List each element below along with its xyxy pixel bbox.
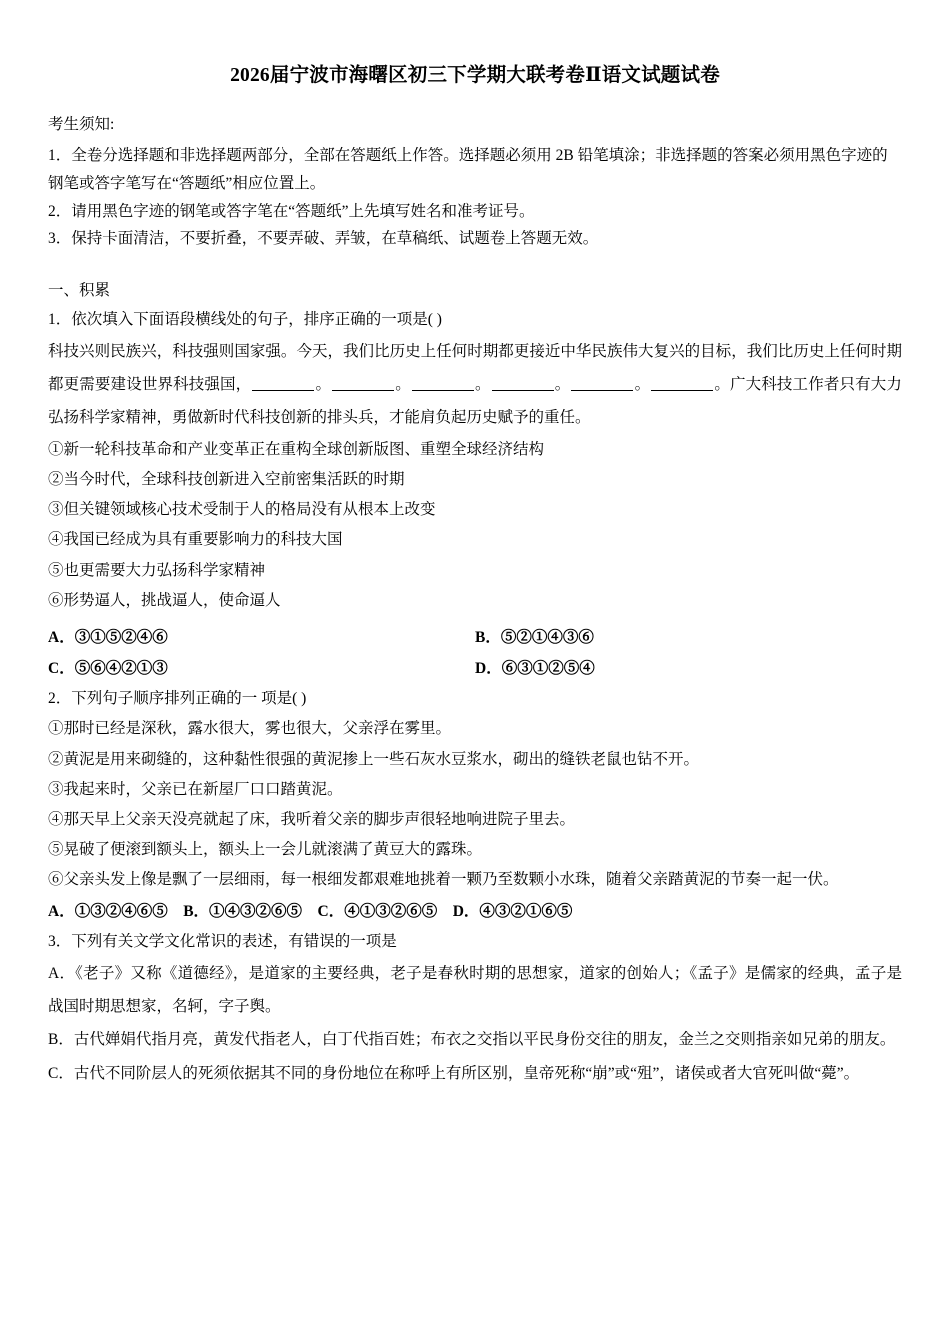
question-1-choice-b[interactable]: B．⑤②①④③⑥ bbox=[475, 629, 594, 647]
fill-blank bbox=[651, 390, 713, 391]
fill-blank bbox=[332, 390, 394, 391]
question-2-item-1: ①那时已经是深秋，露水很大，雾也很大，父亲浮在雾里。 bbox=[48, 720, 452, 738]
question-3-number: 3． bbox=[48, 932, 72, 950]
question-2-item-2: ②黄泥是用来砌缝的，这种黏性很强的黄泥掺上一些石灰水豆浆水，砌出的缝铁老鼠也钻不开。 bbox=[48, 750, 700, 768]
fill-blank bbox=[252, 390, 314, 391]
page-title: 2026届宁波市海曙区初三下学期大联考卷Ⅱ语文试题试卷 bbox=[230, 65, 720, 86]
question-1-passage-part2: 广大科技工作者只有大力弘扬科学家精神，勇做新时代科技创新的排头兵，才能肩负起历史赋予的重任。 bbox=[48, 376, 902, 427]
question-2-item-3: ③我起来时，父亲已在新屋厂口口踏黄泥。 bbox=[48, 780, 343, 798]
question-1-item-3: ③但关键领域核心技术受制于人的格局没有从根本上改变 bbox=[48, 501, 436, 519]
fill-blank bbox=[492, 390, 554, 391]
question-2-stem bbox=[48, 684, 902, 714]
question-3-choice-b[interactable]: B．古代婵娟代指月亮，黄发代指老人，白丁代指百姓；布衣之交指以平民身份交往的朋友，金兰之交则指亲如兄弟的朋友。 bbox=[48, 1031, 896, 1049]
question-3-choice-c[interactable]: C．古代不同阶层人的死须依据其不同的身份地位在称呼上有所区别，皇帝死称“崩”或“殂”，诸侯或者大官死叫做“薨”。 bbox=[48, 1064, 860, 1082]
notice-heading: 考生须知: bbox=[48, 116, 115, 134]
question-1-choice-a[interactable]: A．③①⑤②④⑥ bbox=[48, 629, 168, 647]
question-2-number: 2． bbox=[48, 690, 72, 708]
question-1-stem bbox=[48, 305, 902, 335]
notice-line-2: 2．请用黑色字迹的钢笔或答字笔在“答题纸”上先填写姓名和准考证号。 bbox=[48, 202, 535, 220]
question-1-choices-row-2 bbox=[48, 653, 902, 684]
question-1-text: 依次填入下面语段横线处的句子，排序正确的一项是( ) bbox=[71, 310, 442, 328]
question-1-choices-row-1 bbox=[48, 622, 902, 653]
question-1-item-2: ②当今时代，全球科技创新进入空前密集活跃的时期 bbox=[48, 471, 405, 488]
notice-line-3: 3．保持卡面清洁，不要折叠，不要弄破、弄皱，在草稿纸、试题卷上答题无效。 bbox=[48, 230, 599, 248]
question-1-item-1: ①新一轮科技革命和产业变革正在重构全球创新版图、重塑全球经济结构 bbox=[48, 440, 545, 458]
fill-blank bbox=[412, 390, 474, 391]
question-1-item-4: ④我国已经成为具有重要影响力的科技大国 bbox=[48, 531, 343, 549]
question-1-choice-d[interactable]: D．⑥③①②⑤④ bbox=[475, 660, 595, 678]
question-1-passage-part1: 科技兴则民族兴，科技强则国家强。今天，我们比历史上任何时期都更接近中华民族伟大复兴的目标，我们比历史上任何时期都更需要建设世界科技强国， bbox=[48, 342, 902, 394]
question-3-text: 下列有关文学文化常识的表述，有错误的一项是 bbox=[71, 932, 397, 950]
question-1-number: 1． bbox=[48, 310, 72, 328]
question-1-choice-c[interactable]: C．⑤⑥④②①③ bbox=[48, 660, 168, 678]
question-3-stem bbox=[48, 927, 902, 957]
question-1-item-6: ⑥形势逼人，挑战逼人，使命逼人 bbox=[48, 591, 281, 609]
question-3-choice-a[interactable]: A．《老子》又称《道德经》，是道家的主要经典，老子是春秋时期的思想家，道家的创始人；《孟子》是儒家的经典，孟子是战国时期思想家，名轲，字子舆。 bbox=[48, 964, 902, 1016]
section-heading: 一、积累 bbox=[48, 281, 111, 299]
question-2-text: 下列句子顺序排列正确的一 项是( ) bbox=[71, 690, 307, 708]
question-2-choices[interactable]: A．①③②④⑥⑤ B．①④③②⑥⑤ C．④①③②⑥⑤ D．④③②①⑥⑤ bbox=[48, 902, 573, 920]
question-2-item-5: ⑤晃破了便滚到额头上，额头上一会儿就滚满了黄豆大的露珠。 bbox=[48, 841, 483, 859]
question-1-item-5: ⑤也更需要大力弘扬科学家精神 bbox=[48, 561, 266, 579]
notice-line-1: 1．全卷分选择题和非选择题两部分，全部在答题纸上作答。选择题必须用 2B 铅笔填涂；非选择题的答案必须用黑色字迹的钢笔或答字笔写在“答题纸”相应位置上。 bbox=[48, 147, 888, 192]
question-2-item-6: ⑥父亲头发上像是飘了一层细雨，每一根细发都艰难地挑着一颗乃至数颗小水珠，随着父亲踏黄泥的节奏一起一伏。 bbox=[48, 871, 839, 889]
question-1-passage: 科技兴则民族兴，科技强则国家强。今天，我们比历史上任何时期都更接近中华民族伟大复兴的目标，我们比历史上任何时期都更需要建设世界科技强国， 。 。 。 。 。 。广大科技工作者只有大力弘扬科学家精神，勇做新时代科技创新的排头兵，才能肩负起历史赋予的重任。 bbox=[48, 342, 902, 427]
question-2-item-4: ④那天早上父亲天没亮就起了床，我听着父亲的脚步声很轻地响进院子里去。 bbox=[48, 810, 576, 828]
fill-blank bbox=[571, 390, 633, 391]
